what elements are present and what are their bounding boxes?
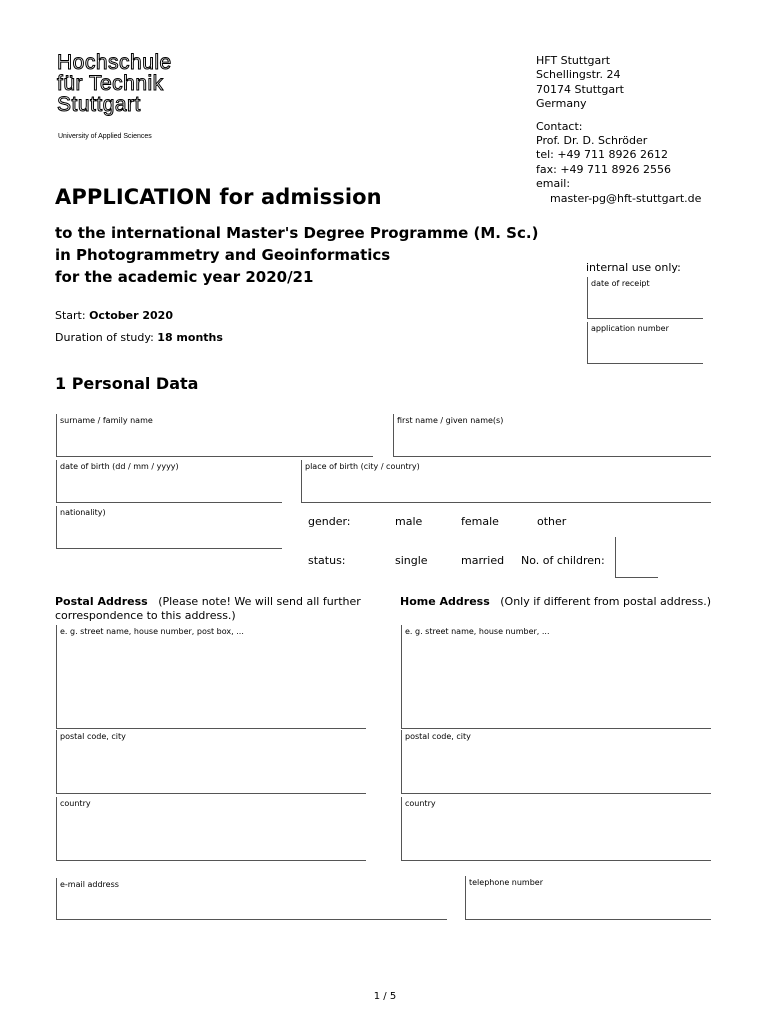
gender-option-other[interactable]: other	[537, 515, 567, 528]
start-line	[55, 309, 173, 322]
gender-label: gender:	[308, 515, 351, 528]
postal-code-city-field[interactable]	[56, 730, 366, 794]
home-code-city-label: postal code, city	[405, 732, 471, 741]
home-street-field[interactable]	[401, 625, 711, 729]
postal-address-title: Postal Address	[55, 595, 148, 608]
first-name-label: first name / given name(s)	[397, 416, 504, 425]
postal-country-field[interactable]	[56, 797, 366, 861]
start-value: October 2020	[89, 309, 173, 322]
postal-street-field[interactable]	[56, 625, 366, 729]
children-count-field[interactable]	[615, 537, 658, 578]
telephone-field[interactable]	[465, 876, 711, 920]
duration-label: Duration of study:	[55, 331, 154, 344]
nationality-field[interactable]	[56, 506, 282, 549]
logo-line-3: Stuttgart	[57, 93, 141, 116]
contact-tel: tel: +49 711 8926 2612	[536, 148, 669, 162]
status-option-single[interactable]: single	[395, 554, 428, 567]
contact-street: Schellingstr. 24	[536, 68, 621, 82]
postal-country-label: country	[60, 799, 91, 808]
contact-fax: fax: +49 711 8926 2556	[536, 162, 672, 176]
status-label: status:	[308, 554, 346, 567]
gender-option-male[interactable]: male	[395, 515, 423, 528]
home-address-title: Home Address	[400, 595, 490, 608]
subtitle-line-3: for the academic year 2020/21	[55, 268, 314, 286]
home-address-heading	[400, 595, 712, 609]
surname-label: surname / family name	[60, 416, 153, 425]
postal-address-heading	[55, 595, 373, 623]
page-title: APPLICATION for admission	[55, 185, 382, 209]
date-of-receipt-field[interactable]	[587, 277, 703, 319]
contact-email-link[interactable]: master-pg@hft-stuttgart.de	[550, 191, 702, 205]
subtitle-line-1: to the international Master's Degree Programme (M. Sc.)	[55, 224, 539, 242]
duration-value: 18 months	[157, 331, 223, 344]
email-field[interactable]	[56, 878, 447, 920]
application-number-label: application number	[591, 324, 669, 333]
first-name-field[interactable]	[393, 414, 711, 457]
section-personal-data-title: 1 Personal Data	[55, 374, 199, 393]
duration-line	[55, 331, 223, 344]
date-of-receipt-label: date of receipt	[591, 279, 650, 288]
postal-code-city-label: postal code, city	[60, 732, 126, 741]
contact-org: HFT Stuttgart	[536, 54, 611, 67]
postal-street-label: e. g. street name, house number, post box, ...	[60, 627, 244, 636]
logo-line-1: Hochschule	[57, 51, 172, 74]
internal-use-label: internal use only:	[586, 261, 681, 274]
contact-label: Contact:	[536, 119, 583, 133]
contact-block	[536, 54, 701, 206]
telephone-label: telephone number	[469, 878, 544, 887]
logo-subtitle: University of Applied Sciences	[58, 133, 152, 140]
date-of-birth-field[interactable]	[56, 460, 282, 503]
surname-field[interactable]	[56, 414, 373, 457]
page-number: 1 / 5	[373, 991, 397, 1002]
programme-subtitle	[55, 222, 538, 288]
start-label: Start:	[55, 309, 86, 322]
place-of-birth-field[interactable]	[301, 460, 711, 503]
date-of-birth-label: date of birth (dd / mm / yyyy)	[60, 462, 179, 471]
email-label: e-mail address	[60, 880, 119, 889]
home-country-field[interactable]	[401, 797, 711, 861]
home-street-label: e. g. street name, house number, ...	[405, 627, 550, 636]
logo-line-2: für Technik	[57, 72, 164, 95]
postal-address-note: (Please note! We will send all further correspondence to this address.)	[55, 595, 361, 622]
gender-option-female[interactable]: female	[461, 515, 499, 528]
home-code-city-field[interactable]	[401, 730, 711, 794]
place-of-birth-label: place of birth (city / country)	[305, 462, 420, 471]
contact-country: Germany	[536, 97, 587, 111]
contact-person: Prof. Dr. D. Schröder	[536, 134, 648, 148]
home-country-label: country	[405, 799, 436, 808]
nationality-label: nationality)	[60, 508, 106, 517]
contact-city: 70174 Stuttgart	[536, 82, 624, 96]
university-logo	[57, 52, 172, 115]
application-number-field[interactable]	[587, 322, 703, 364]
home-address-note: (Only if different from postal address.)	[500, 595, 712, 608]
subtitle-line-2: in Photogrammetry and Geoinformatics	[55, 246, 391, 264]
children-label: No. of children:	[521, 554, 605, 567]
status-option-married[interactable]: married	[461, 554, 505, 567]
contact-email-label: email:	[536, 177, 571, 191]
